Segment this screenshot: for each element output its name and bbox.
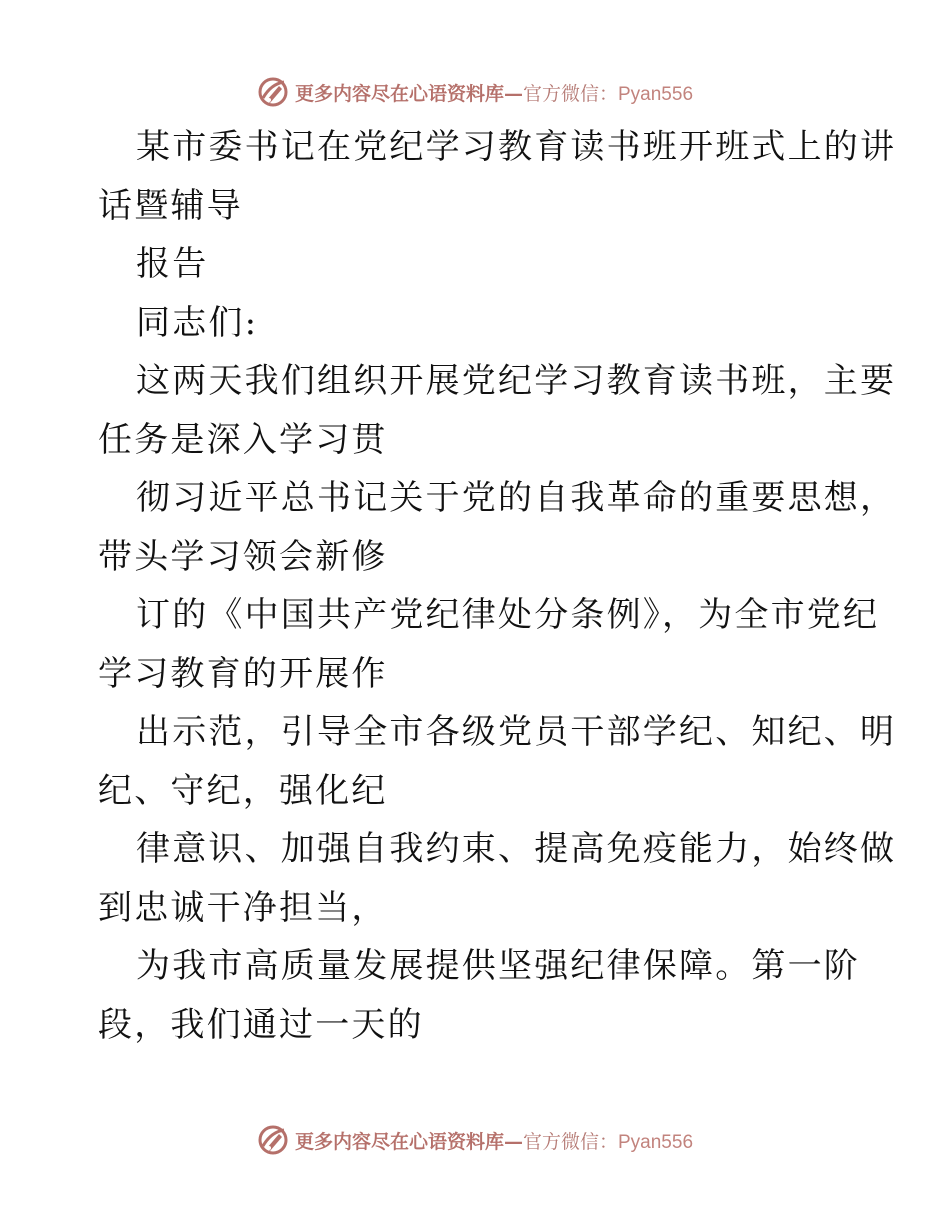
text-line: 到忠诚干净担当， [98,887,388,928]
header-watermark [0,72,950,112]
text-line: 纪、守纪，强化纪 [98,770,388,811]
watermark-wechat-label: 官方微信： [522,82,618,105]
pen-logo-icon [257,76,289,108]
text-line: 这两天我们组织开展党纪学习教育读书班，主要 [136,361,897,401]
footer-watermark [0,1120,950,1160]
text-line: 话暨辅导 [98,185,243,226]
watermark-text [295,79,693,106]
watermark-site-text: 更多内容尽在心语资料库— [294,82,523,105]
watermark-wechat-id: Pyan556 [618,83,694,105]
text-line: 某市委书记在党纪学习教育读书班开班式上的讲 [136,127,897,167]
text-line: 带头学习领会新修 [98,536,388,577]
watermark-wechat-id: Pyan556 [618,1131,694,1153]
text-line: 为我市高质量发展提供坚强纪律保障。第一阶 [136,946,860,986]
text-line: 订的《中国共产党纪律处分条例》，为全市党纪 [136,595,880,635]
text-line: 段，我们通过一天的 [98,1004,424,1045]
pen-logo-icon [257,1124,289,1156]
text-line: 报告 [136,244,209,284]
salutation: 同志们: [136,302,259,343]
watermark-site-text: 更多内容尽在心语资料库— [294,1130,523,1153]
text-line: 任务是深入学习贯 [98,419,388,460]
text-line: 彻习近平总书记关于党的自我革命的重要思想， [136,478,897,518]
watermark-wechat-label: 官方微信： [522,1130,618,1153]
document-body [98,118,897,1054]
text-line: 学习教育的开展作 [98,653,388,694]
text-line: 律意识、加强自我约束、提高免疫能力，始终做 [136,829,897,869]
watermark-text [295,1127,693,1154]
text-line: 出示范，引导全市各级党员干部学纪、知纪、明 [136,712,897,752]
